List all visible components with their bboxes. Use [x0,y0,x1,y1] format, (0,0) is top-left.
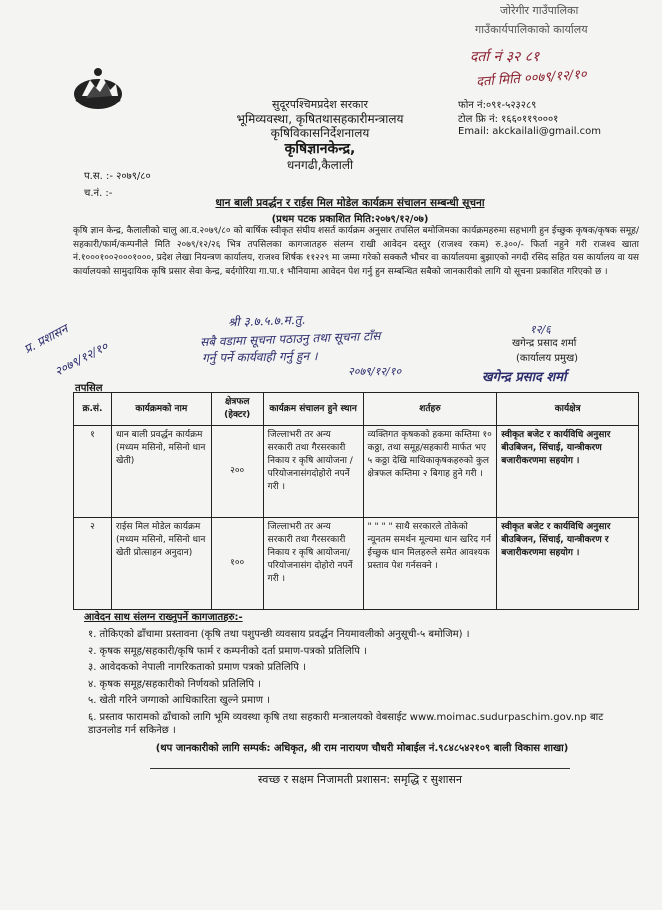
signer-role: (कार्यालय प्रमुख) [516,353,579,364]
header-ministry: भूमिव्यवस्था, कृषितथासहकारीमन्त्रालय [236,112,404,126]
th-area: क्षेत्रफल (हेक्टर) [211,393,263,426]
signer-name: खगेन्द्र प्रसाद शर्मा [512,338,577,349]
header-tollfree: टोल फ्रि नं: १६६०११९०००१ [458,114,559,125]
stamp-darta-no: दर्ता नं ३२ ८१ [470,49,540,65]
notice-title: धान बाली प्रवर्द्धन र राईस मिल मोडेल कार्यक्रम संचालन सम्बन्धी सूचना [215,197,485,209]
requirements-list [88,628,636,741]
list-item: ३. आवेदकको नेपाली नागरिकताको प्रमाण पत्रको प्रतिलिपि । [88,662,306,673]
list-item: १. तोकिएको ढाँचामा प्रस्तावना (कृषि तथा पशुपन्छी व्यवसाय प्रवर्द्धन नियमावलीको अनुसूची-५ बमोजिम) । [88,629,470,640]
list-item: २. कृषक समूह/सहकारी/कृषि फार्म र कम्पनीको दर्ता प्रमाण-पत्रको प्रतिलिपि । [88,645,367,657]
requirements-contact: (थप जानकारीको लागि सम्पर्क: अधिकृत, श्री राम नारायण चौधरी मोबाईल नं.९८४८५४२१०९ बाली विकास शाखा) [155,743,569,754]
table-row [74,518,639,610]
cell-place: जिल्लाभरी तर अन्य सरकारी तथा गैरसरकारी निकाय र कृषि आयोजना /परियोजनासंगदोहोरो नपर्ने गरी । [263,426,363,518]
cell-name: राईस मिल मोडेल कार्यक्रम (मध्यम मसिनो, मसिनो धान खेती प्रोत्साहन अनुदान) [111,518,211,610]
cell-conditions: " " " " साथै सरकारले तोकेको न्यूनतम समर्थन मूल्यमा धान खरिद गर्न ईच्छुक धान मिलहरुले समेत आवश्यक प्रस्ताव पेश गर्नसक्ने । [363,518,497,610]
program-table [73,392,639,610]
cell-name: धान बाली प्रवर्द्धन कार्यक्रम (मध्यम मसिनो, मसिनो धान खेती) [111,426,211,518]
handwritten-side-left: प्र. प्रशासन [21,321,71,357]
header-office: कृषिज्ञानकेन्द्र, [284,141,356,157]
handwritten-side-date: २०७९/१२/१० [52,339,111,379]
table-row [74,426,639,518]
handwritten-line1: श्री ३.७.५.७.म.तु. [227,312,306,330]
signature: खगेन्द्र प्रसाद शर्मा [482,370,567,385]
th-place: कार्यक्रम संचालन हुने स्थान [263,393,363,426]
stamp-darta-date: दर्ता मिति ००७९/१२/१० [475,67,588,90]
cell-area: १०० [211,518,263,610]
cell-sn: २ [74,518,112,610]
requirements-heading: आवेदन साथ संलग्न राख्नुपर्ने कागजातहरु:- [84,612,243,623]
table-label: तपसिल [75,383,103,394]
ref-ps: प.स. :- २०७९/८० [84,171,151,182]
table-header-row [74,393,639,426]
cell-area: २०० [211,426,263,518]
handwritten-sign-date: २०७९/१२/१० [348,365,402,378]
th-scope: कार्यक्षेत्र [497,393,639,426]
list-item: ६. प्रस्ताव फारामको ढाँचाको लागि भूमि व्यवस्था कृषि तथा सहकारी मन्त्रालयको वेबसाईट www.moimac.sudurpaschim.gov.np बाट डाउनलोड गर्न सकिनेछ । [88,711,604,736]
handwritten-small-mark: १२/६ [530,323,551,336]
nepal-emblem-icon [72,66,124,112]
cell-sn: १ [74,426,112,518]
list-item: ४. कृषक समूह/सहकारीको निर्णयको प्रतिलिपि । [88,678,261,690]
stamp-office-line2: गाउँकार्यपालिकाको कार्यालय [475,23,588,36]
cell-place: जिल्लाभरी तर अन्य सरकारी तथा गैरसरकारी निकाय र कृषि आयोजना/परियोजनासंग दोहोरो नपर्ने गरी । [263,518,363,610]
handwritten-line3: गर्नु पर्ने कार्यवाही गर्नु हुन । [201,348,318,366]
footer-motto: स्वच्छ र सक्षम निजामती प्रशासन: समृद्धि र सुशासन [258,773,462,786]
header-phone: फोन नं:०९१-५२३२८९ [458,100,537,111]
cell-scope: स्वीकृत बजेट र कार्यविधि अनुसार बीउबिजन, सिंचाई, यान्त्रीकरण बजारीकरणमा सहयोग । [497,426,639,518]
footer-divider [150,768,570,769]
stamp-office-line1: जोरेगीर गाउँपालिका [500,4,579,17]
th-conditions: शर्तहरु [363,393,497,426]
cell-scope: स्वीकृत बजेट र कार्यविधि अनुसार बीउबिजन, सिंचाई, यान्त्रीकरण र बजारीकरणमा सहयोग । [497,518,639,610]
th-sn: क्र.सं. [74,393,112,426]
th-name: कार्यक्रमको नाम [111,393,211,426]
cell-conditions: व्यक्तिगत कृषकको हकमा कम्तिमा १० कठ्ठा, तथा समूह/सहकारी मार्फत भए ५ कठ्ठा देखि माथिकाकृषकहरुको कुल क्षेत्रफल कम्तिमा २ बिगाह हुने गरी । [363,426,497,518]
notice-body: कृषि ज्ञान केन्द्र, कैलालीको चालु आ.व.२०७९/८० को बार्षिक स्वीकृत संघीय शसर्त कार्यक्रम अनुसार तपसिल बमोजिमका कार्यक्रमहरुमा सहभागी हुन ईच्छुक कृषक/कृषक समूह/सहकारी/फार्म/कम्पनीले मिति २०७९/१२/२६ भित्र तपसिलका कागजातहरु संलग्न राखी आवेदन दस्तुर (राजश्व रकम) रु.३००/- फिर्ता नहुने गरी राजश्व खाता नं.१०००१००२०००१०००, प्रदेश लेखा नियन्त्रण कार्यालय, राजश्व शिर्षक ११२२९ मा जम्मा गरेको सक्कलै भौचर वा कार्यालयमा बुझाएको नगदी रसिद सहित यस कार्यालय वा यस कार्यालयको सामुदायिक कृषि प्रसार सेवा केन्द्र, बर्दगोरिया गा.पा.१ भौनियामा आवेदन पेश गर्नु हुन सम्बन्धित सबैको जानकारीको लागि यो सूचना प्रकाशित गरिएको छ । [73,226,640,278]
header-province: सुदूरपश्चिमप्रदेश सरकार [272,98,368,111]
header-location: धनगढी,कैलाली [286,158,354,172]
ref-cn: च.नं. :- [84,188,113,199]
list-item: ५. खेती गरिने जग्गाको आधिकारिता खुल्ने प्रमाण । [88,695,270,706]
notice-subtitle: (प्रथम पटक प्रकाशित मिति:२०७९/१२/०७) [271,214,429,225]
header-email: Email: akckailali@gmail.com [458,126,602,137]
handwritten-line2: सबै वडामा सूचना पठाउनु तथा सूचना टाँस [199,328,381,350]
header-directorate: कृषिविकासनिर्देशनालय [270,126,370,140]
